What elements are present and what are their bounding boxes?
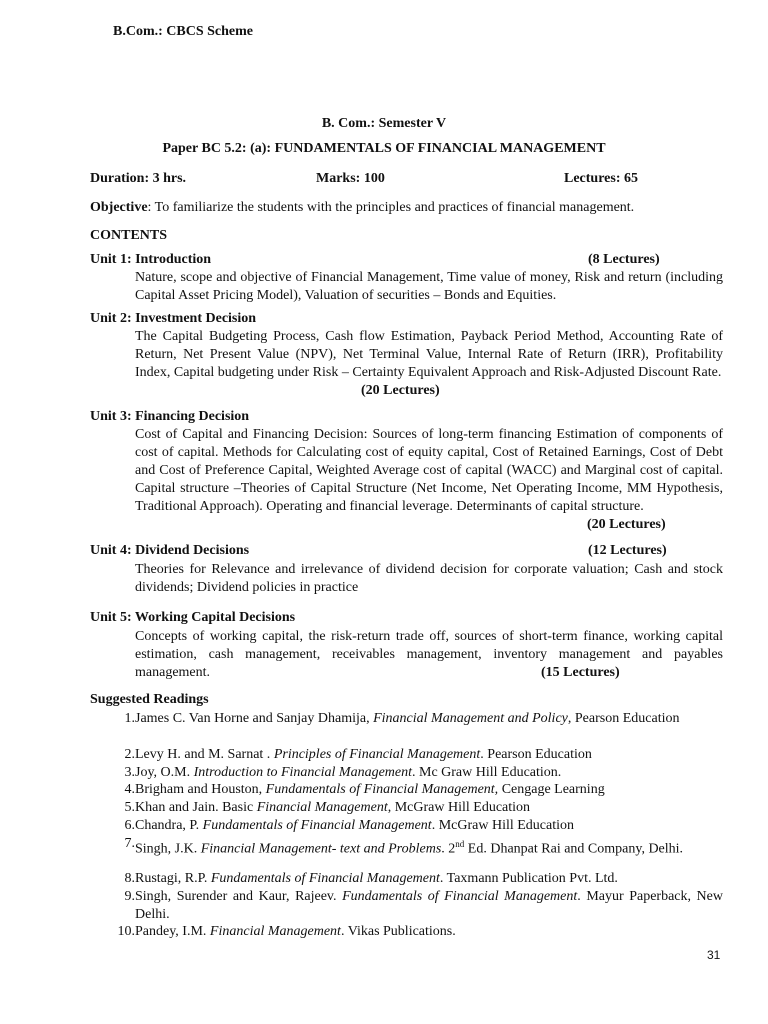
objective-text: : To familiarize the students with the principles and practices of financial management. — [147, 200, 635, 215]
objective-label: Objective — [90, 200, 148, 215]
duration: Duration: 3 hrs. — [90, 171, 187, 186]
unit-2-text: The Capital Budgeting Process, Cash flow Estimation, Payback Period Method, Accounting Rate of Return, Net Present Value (NPV), Net Terminal Value, Internal Rate of Return (IRR), Profitability Index, Capital budgeting under Risk – Certainty Equivalent Approach and Risk-Adjusted Discount Rate. — [135, 329, 723, 380]
unit-4-title: Unit 4: Dividend Decisions — [90, 543, 250, 558]
unit-1-lectures: (8 Lectures) — [588, 252, 660, 267]
unit-2-description — [135, 328, 723, 398]
reading-item: 6. Chandra, P. Fundamentals of Financial Management. McGraw Hill Education — [124, 818, 574, 833]
semester-title: B. Com.: Semester V — [321, 116, 447, 131]
unit-1-title: Unit 1: Introduction — [90, 252, 212, 267]
paper-title: Paper BC 5.2: (a): FUNDAMENTALS OF FINANCIAL MANAGEMENT — [162, 141, 606, 156]
unit-5-description — [135, 628, 723, 682]
page-number: 31 — [707, 948, 721, 962]
readings-heading: Suggested Readings — [90, 692, 209, 707]
marks: Marks: 100 — [316, 171, 385, 186]
unit-5-title: Unit 5: Working Capital Decisions — [90, 610, 296, 625]
unit-2-lectures: (20 Lectures) — [361, 383, 440, 398]
unit-3-description — [135, 426, 723, 532]
reading-item: 2. Levy H. and M. Sarnat . Principles of Financial Management. Pearson Education — [124, 747, 592, 762]
unit-3-title: Unit 3: Financing Decision — [90, 409, 250, 424]
unit-5-text: Concepts of working capital, the risk-return trade off, sources of short-term finance, working capital estimation, cash management, receivables management, inventory management and payables management. — [135, 629, 723, 680]
scheme-header: B.Com.: CBCS Scheme — [113, 24, 253, 39]
objective — [90, 199, 634, 217]
unit-2-title: Unit 2: Investment Decision — [90, 311, 257, 326]
reading-item: 5. Khan and Jain. Basic Financial Management, McGraw Hill Education — [124, 800, 531, 815]
reading-item: 9. Singh, Surender and Kaur, Rajeev. Fundamentals of Financial Management. Mayur Paperback, New Delhi. — [124, 889, 723, 922]
unit-5-lectures: (15 Lectures) — [541, 665, 620, 680]
reading-item: 7. Singh, J.K. Financial Management- text and Problems. 2nd Ed. Dhanpat Rai and Company, Delhi. — [124, 836, 684, 857]
unit-1-description: Nature, scope and objective of Financial Management, Time value of money, Risk and return (including Capital Asset Pricing Model), Valuation of securities – Bonds and Equities. — [135, 270, 723, 303]
contents-heading: CONTENTS — [90, 228, 168, 243]
unit-3-text: Cost of Capital and Financing Decision: Sources of long-term financing Estimation of components of cost of capital. Methods for Calculating cost of equity capital, Cost of Retained Earnings, Cost of Debt and Cost of Preference Capital, Weighted Average cost of capital (WACC) and Marginal cost of capital. Capital structure –Theories of Capital Structure (Net Income, Net Operating Income, MM Hypothesis, Traditional Approach). Operating and financial leverage. Determinants of capital structure. — [135, 427, 723, 514]
unit-3-lectures: (20 Lectures) — [587, 517, 666, 532]
unit-4-description: Theories for Relevance and irrelevance of dividend decision for corporate valuation; Cash and stock dividends; Dividend policies in practice — [135, 562, 723, 595]
reading-item: 4. Brigham and Houston, Fundamentals of Financial Management, Cengage Learning — [124, 782, 605, 797]
unit-4-lectures: (12 Lectures) — [588, 543, 667, 558]
reading-item: 3. Joy, O.M. Introduction to Financial Management. Mc Graw Hill Education. — [124, 765, 562, 780]
reading-item: 8. Rustagi, R.P. Fundamentals of Financial Management. Taxmann Publication Pvt. Ltd. — [124, 871, 618, 886]
lectures-total: Lectures: 65 — [564, 171, 638, 186]
reading-item: 1. James C. Van Horne and Sanjay Dhamija, Financial Management and Policy, Pearson Education — [124, 711, 680, 726]
reading-item: 10. Pandey, I.M. Financial Management. Vikas Publications. — [117, 924, 456, 939]
